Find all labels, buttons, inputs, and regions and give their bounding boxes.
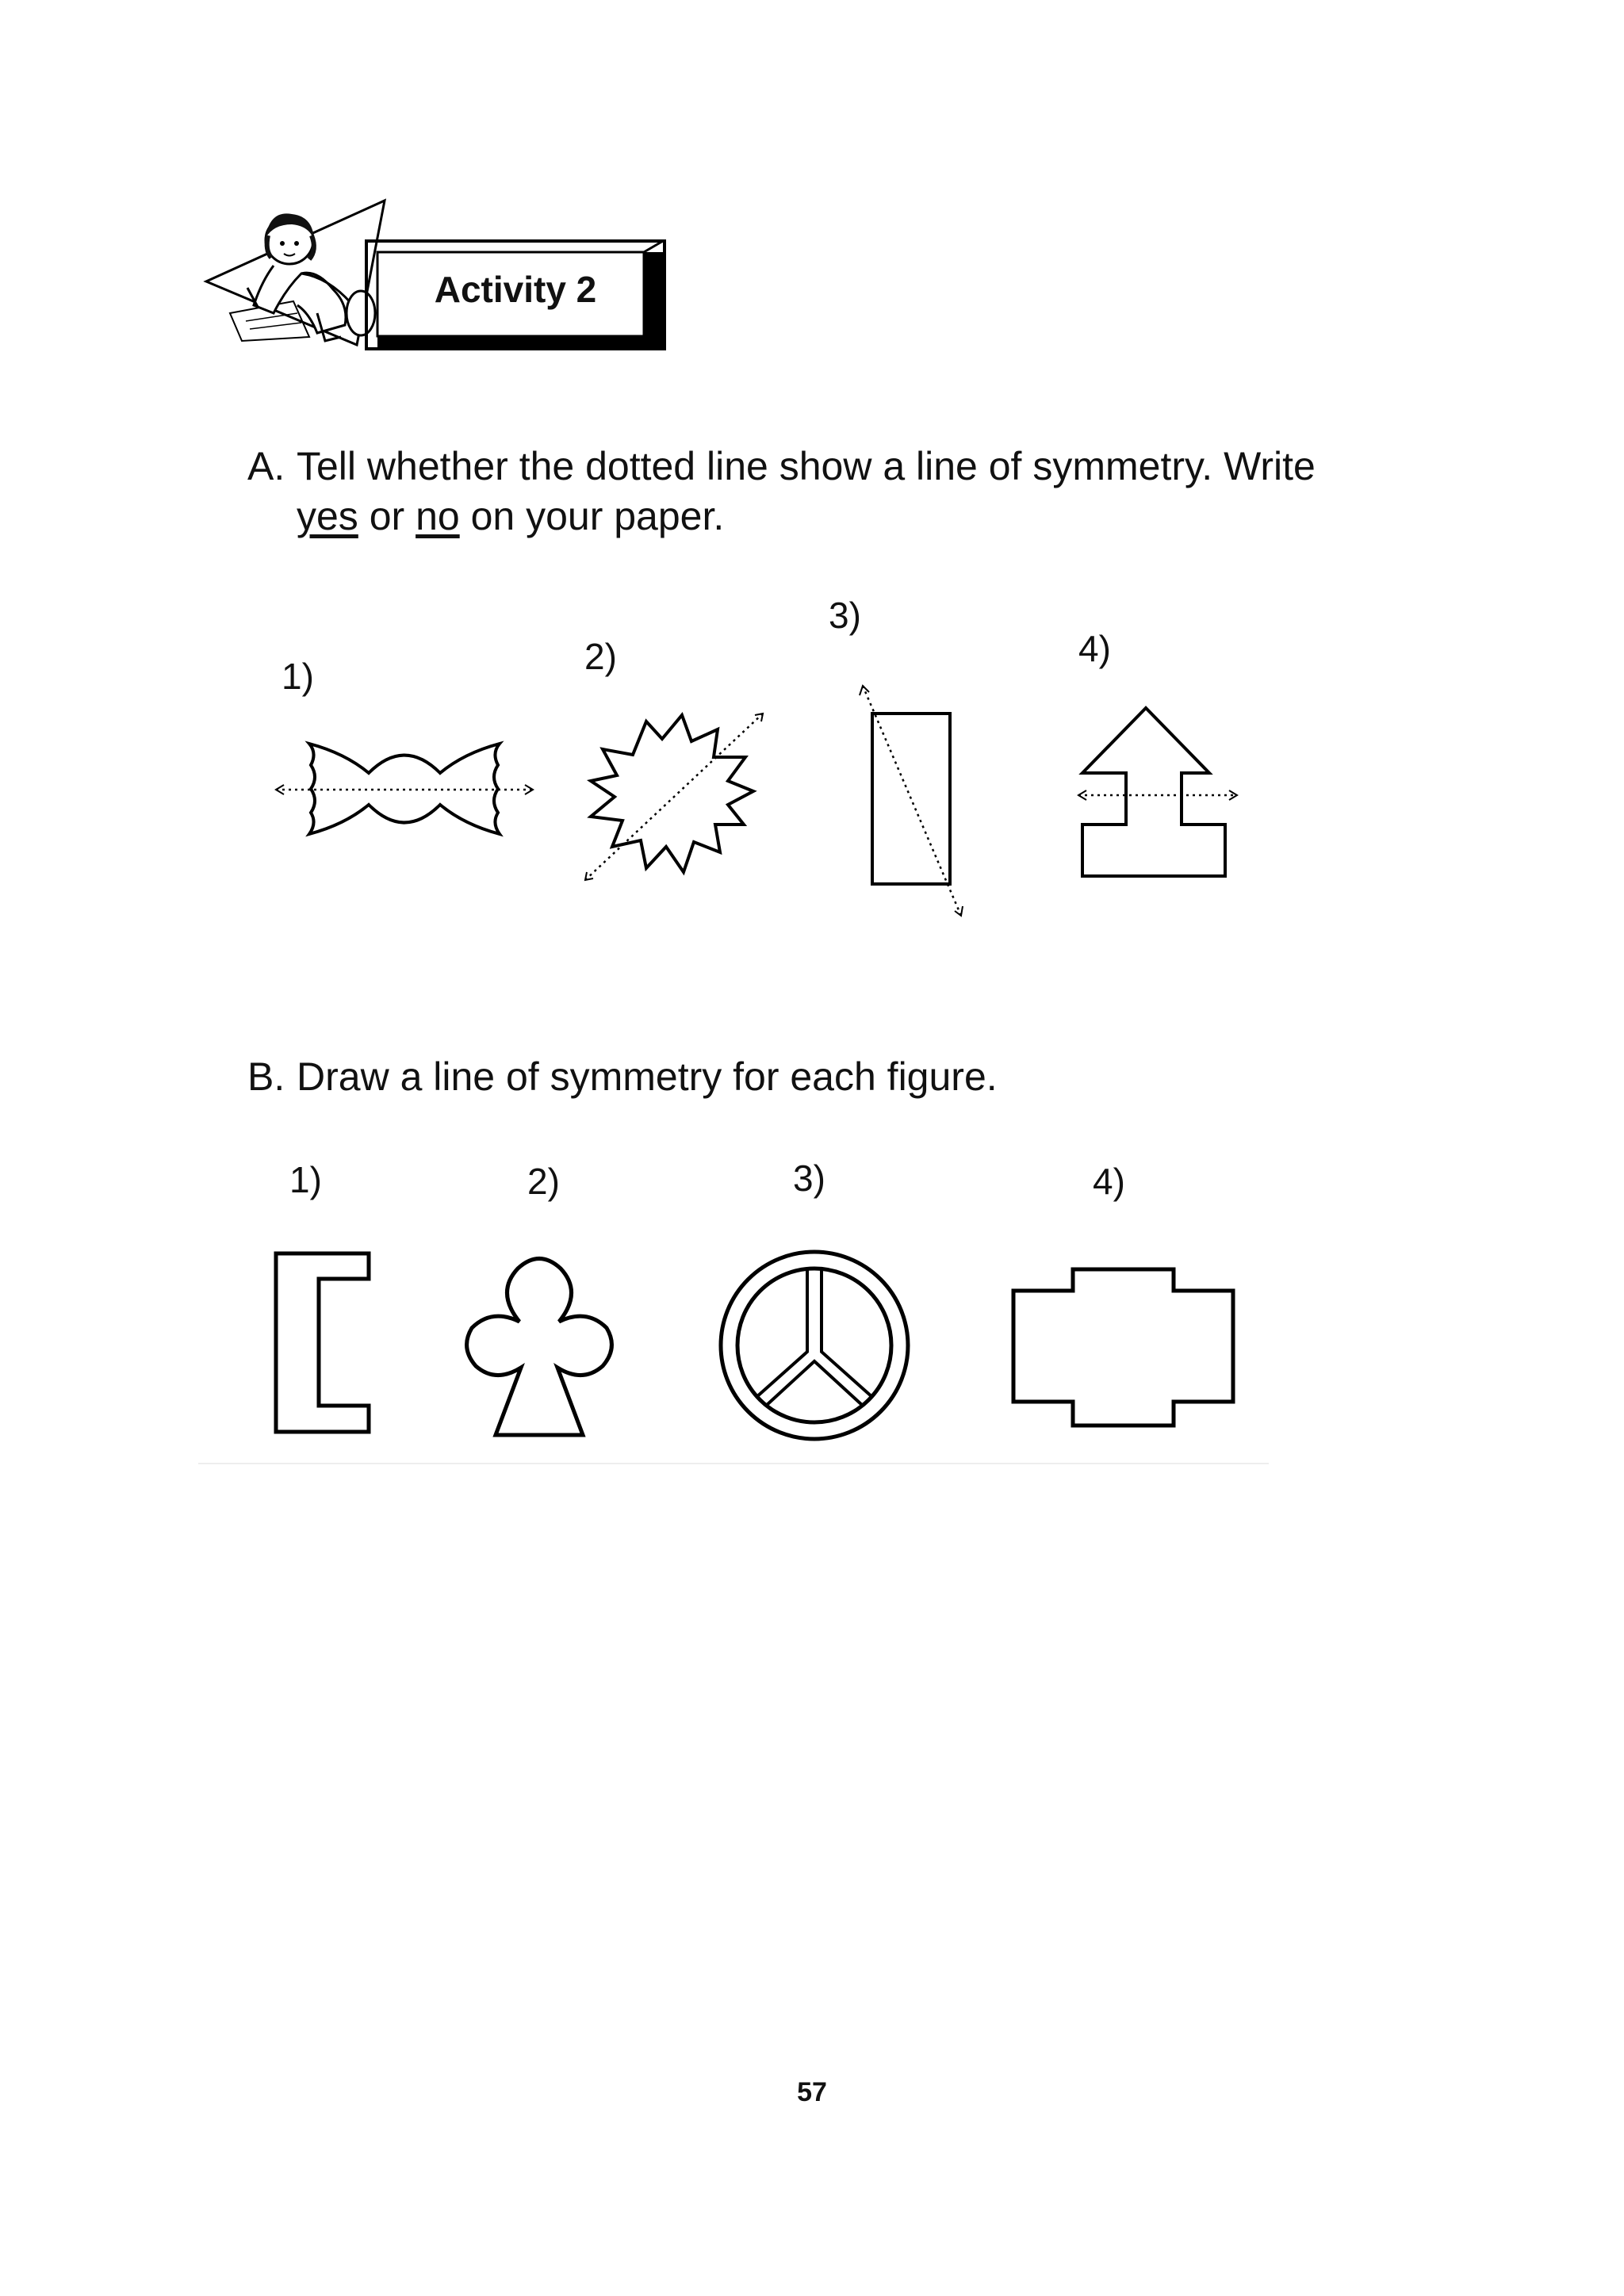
part-a-letter: A. (247, 444, 285, 488)
bracket-figure (274, 1251, 377, 1435)
girl-drawing-illustration (198, 194, 389, 353)
activity-title: Activity 2 (434, 269, 597, 310)
part-a-label-2: 2) (584, 636, 617, 677)
page-number: 57 (797, 2077, 827, 2107)
yes-word: yes (297, 494, 358, 538)
part-b-label-3: 3) (793, 1158, 825, 1199)
rest-of-instruction: on your paper. (459, 494, 725, 538)
part-a-instruction-line1: Tell whether the dotted line show a line of symmetry. Write (297, 444, 1316, 488)
no-word: no (416, 494, 460, 538)
club-figure (456, 1249, 622, 1439)
arrow-figure (1071, 694, 1245, 884)
cross-shape-figure (1011, 1267, 1237, 1429)
or-word: or (358, 494, 416, 538)
part-a-label-1: 1) (282, 656, 314, 697)
part-b-instruction: Draw a line of symmetry for each figure. (297, 1054, 998, 1099)
part-a-label-3: 3) (829, 595, 861, 636)
gear-figure (579, 706, 769, 888)
part-b-label-1: 1) (289, 1159, 322, 1200)
activity-title-box (365, 239, 666, 350)
candy-figure (270, 729, 539, 848)
section-divider (198, 1463, 1269, 1464)
part-b-letter: B. (247, 1054, 285, 1099)
peace-sign-figure (718, 1249, 912, 1443)
rectangle-figure (848, 678, 975, 924)
part-a-instruction-line2 (297, 492, 724, 541)
part-b-label-2: 2) (527, 1161, 560, 1202)
part-b-label-4: 4) (1093, 1161, 1125, 1202)
part-a-label-4: 4) (1078, 628, 1111, 669)
